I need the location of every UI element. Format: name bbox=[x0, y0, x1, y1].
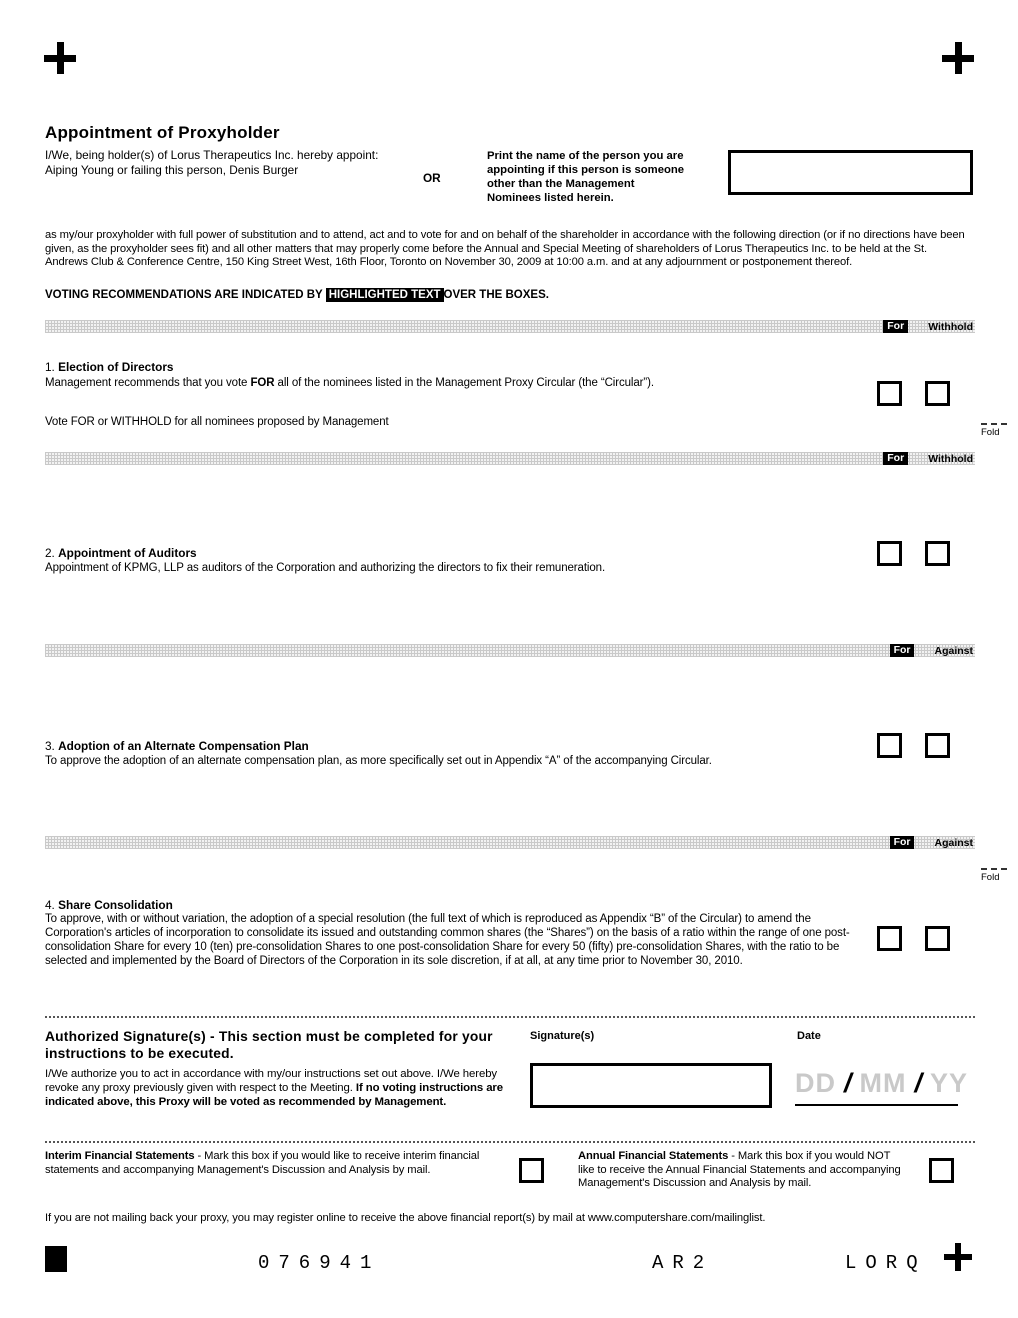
for-checkbox[interactable] bbox=[877, 541, 902, 566]
date-field[interactable] bbox=[795, 1068, 968, 1099]
footer-code-mid: AR2 bbox=[652, 1252, 714, 1274]
voting-recommendations-note bbox=[45, 289, 549, 301]
section-title: Share Consolidation bbox=[58, 898, 173, 912]
intro-paragraph: as my/our proxyholder with full power of substitution and to attend, act and to vote for and on behalf of the shareholder in accordance with the following direction (or if no directions have been given, as the proxyholder sees fit) and all other matters that may properly come before the Annual and Special Meeting of shareholders of Lorus Therapeutics Inc. to be held at the St. Andrews Club & Conference Centre, 150 King Street West, 16th Floor, Toronto on November 30, 2009 at 10:00 a.m. and at any adjournment or postponement thereof. bbox=[45, 229, 965, 269]
date-separator: / bbox=[844, 1068, 852, 1098]
footer-code-left: 076941 bbox=[258, 1252, 381, 1274]
for-highlight-label: For bbox=[890, 644, 915, 657]
date-separator: / bbox=[914, 1068, 923, 1098]
body-text: Management recommends that you vote bbox=[45, 377, 251, 389]
section-4-heading bbox=[45, 898, 173, 912]
voting-bar-1 bbox=[45, 320, 975, 333]
section-number: 4. bbox=[45, 898, 55, 912]
interim-statements-text bbox=[45, 1150, 495, 1177]
dotted-separator bbox=[45, 1141, 975, 1143]
fold-mark bbox=[981, 423, 1007, 438]
date-mm-placeholder: MM bbox=[859, 1068, 907, 1098]
section-3-heading bbox=[45, 739, 309, 753]
section-1-heading bbox=[45, 360, 174, 374]
section-number: 1. bbox=[45, 360, 55, 374]
for-checkbox[interactable] bbox=[877, 926, 902, 951]
fold-line bbox=[981, 423, 1007, 425]
voting-bar-4 bbox=[45, 836, 975, 849]
section-1-note: Vote FOR or WITHHOLD for all nominees proposed by Management bbox=[45, 416, 389, 428]
section-1-body bbox=[45, 376, 745, 390]
voting-bar-2 bbox=[45, 452, 975, 465]
for-highlight-label: For bbox=[883, 452, 908, 465]
section-title: Adoption of an Alternate Compensation Plan bbox=[58, 739, 309, 753]
interim-statements-desc: - Mark this box if you would like to receive interim financial statements and accompanying Management's Discussion and Analysis by mail. bbox=[45, 1150, 480, 1176]
against-label: Against bbox=[934, 836, 973, 849]
print-name-instruction: Print the name of the person you are appointing if this person is someone other than the Management Nominees listed herein. bbox=[487, 150, 685, 205]
auth-body-text: I/We authorize you to act in accordance with my/our instructions set out above. I/We hereby revoke any proxy previously given with respect to the Meeting. bbox=[45, 1068, 498, 1094]
withhold-label: Withhold bbox=[928, 452, 973, 465]
signatures-label: Signature(s) bbox=[530, 1030, 595, 1042]
date-label: Date bbox=[797, 1030, 821, 1042]
withhold-label: Withhold bbox=[928, 320, 973, 333]
section-3-body: To approve the adoption of an alternate compensation plan, as more specifically set out in Appendix “A” of the accompanying Circular. bbox=[45, 755, 712, 767]
section-title: Election of Directors bbox=[58, 360, 174, 374]
annual-statements-desc: - Mark this box if you would NOT like to receive the Annual Financial Statements and accompanying Management's Discussion and Analysis by mail. bbox=[578, 1150, 901, 1190]
dotted-separator bbox=[45, 1016, 975, 1018]
scan-mark-square bbox=[45, 1246, 67, 1272]
annual-statements-text bbox=[578, 1150, 908, 1191]
section-2-heading bbox=[45, 546, 197, 560]
section-title: Appointment of Auditors bbox=[58, 546, 197, 560]
fold-line bbox=[981, 868, 1007, 870]
section-4-checkboxes bbox=[877, 926, 950, 951]
online-registration-note: If you are not mailing back your proxy, you may register online to receive the above financial report(s) by mail at www.computershare.com/mailinglist. bbox=[45, 1212, 766, 1224]
section-1-checkboxes bbox=[877, 381, 950, 406]
or-label: OR bbox=[423, 171, 441, 185]
auth-body-bold-text: If no voting instructions are indicated above, this Proxy will be voted as recommended by Management. bbox=[45, 1081, 503, 1108]
against-label: Against bbox=[934, 644, 973, 657]
for-highlight-label: For bbox=[883, 320, 908, 333]
annual-statements-checkbox[interactable] bbox=[929, 1158, 954, 1183]
fold-label: Fold bbox=[981, 427, 1000, 438]
registration-plus-icon bbox=[44, 42, 76, 74]
fold-mark bbox=[981, 868, 1007, 883]
interim-statements-label: Interim Financial Statements bbox=[45, 1150, 195, 1162]
page-title: Appointment of Proxyholder bbox=[45, 123, 280, 142]
section-number: 2. bbox=[45, 546, 55, 560]
body-bold-text: FOR bbox=[250, 377, 275, 389]
voting-note-suffix: OVER THE BOXES. bbox=[443, 289, 549, 301]
section-2-checkboxes bbox=[877, 541, 950, 566]
fold-label: Fold bbox=[981, 872, 1000, 883]
authorized-signature-body bbox=[45, 1068, 513, 1110]
footer-code-right: LORQ bbox=[845, 1252, 927, 1274]
withhold-checkbox[interactable] bbox=[925, 541, 950, 566]
section-number: 3. bbox=[45, 739, 55, 753]
authorized-signature-heading: Authorized Signature(s) - This section must be completed for your instructions to be executed. bbox=[45, 1029, 493, 1061]
for-checkbox[interactable] bbox=[877, 733, 902, 758]
against-checkbox[interactable] bbox=[925, 926, 950, 951]
voting-note-prefix: VOTING RECOMMENDATIONS ARE INDICATED BY bbox=[45, 289, 326, 301]
for-checkbox[interactable] bbox=[877, 381, 902, 406]
for-highlight-label: For bbox=[890, 836, 915, 849]
section-2-body: Appointment of KPMG, LLP as auditors of the Corporation and authorizing the directors to fix their remuneration. bbox=[45, 562, 606, 574]
section-3-checkboxes bbox=[877, 733, 950, 758]
date-dd-placeholder: DD bbox=[795, 1068, 836, 1098]
body-text: all of the nominees listed in the Management Proxy Circular (the “Circular”). bbox=[274, 377, 654, 389]
withhold-checkbox[interactable] bbox=[925, 381, 950, 406]
annual-statements-label: Annual Financial Statements bbox=[578, 1150, 729, 1162]
interim-statements-checkbox[interactable] bbox=[519, 1158, 544, 1183]
registration-plus-icon bbox=[944, 1243, 972, 1271]
proxyholder-name-box[interactable] bbox=[728, 150, 973, 195]
registration-plus-icon bbox=[942, 42, 974, 74]
section-4-body: To approve, with or without variation, the adoption of a special resolution (the full text of which is reproduced as Appendix “B” of the Circular) to amend the Corporation's articles of incorporation to consolidate its issued and outstanding common shares (the “Shares”) on the basis of a ratio within the range of one post-consolidation Share for every 10 (ten) pre-consolidation Shares to one post-consolidation Share for every 50 (fifty) pre-consolidation Shares, with the ratio to be selected and implemented by the Board of Directors of the Corporation in its sole discretion, if at all, at any time prior to November 30, 2010. bbox=[45, 913, 850, 968]
voting-bar-3 bbox=[45, 644, 975, 657]
date-underline bbox=[795, 1104, 958, 1106]
date-yy-placeholder: YY bbox=[930, 1068, 969, 1098]
against-checkbox[interactable] bbox=[925, 733, 950, 758]
signature-box[interactable] bbox=[530, 1063, 772, 1108]
appointment-text: I/We, being holder(s) of Lorus Therapeutics Inc. hereby appoint: Aiping Young or failing this person, Denis Burger bbox=[45, 148, 379, 177]
highlighted-text-label: HIGHLIGHTED TEXT bbox=[326, 288, 444, 302]
